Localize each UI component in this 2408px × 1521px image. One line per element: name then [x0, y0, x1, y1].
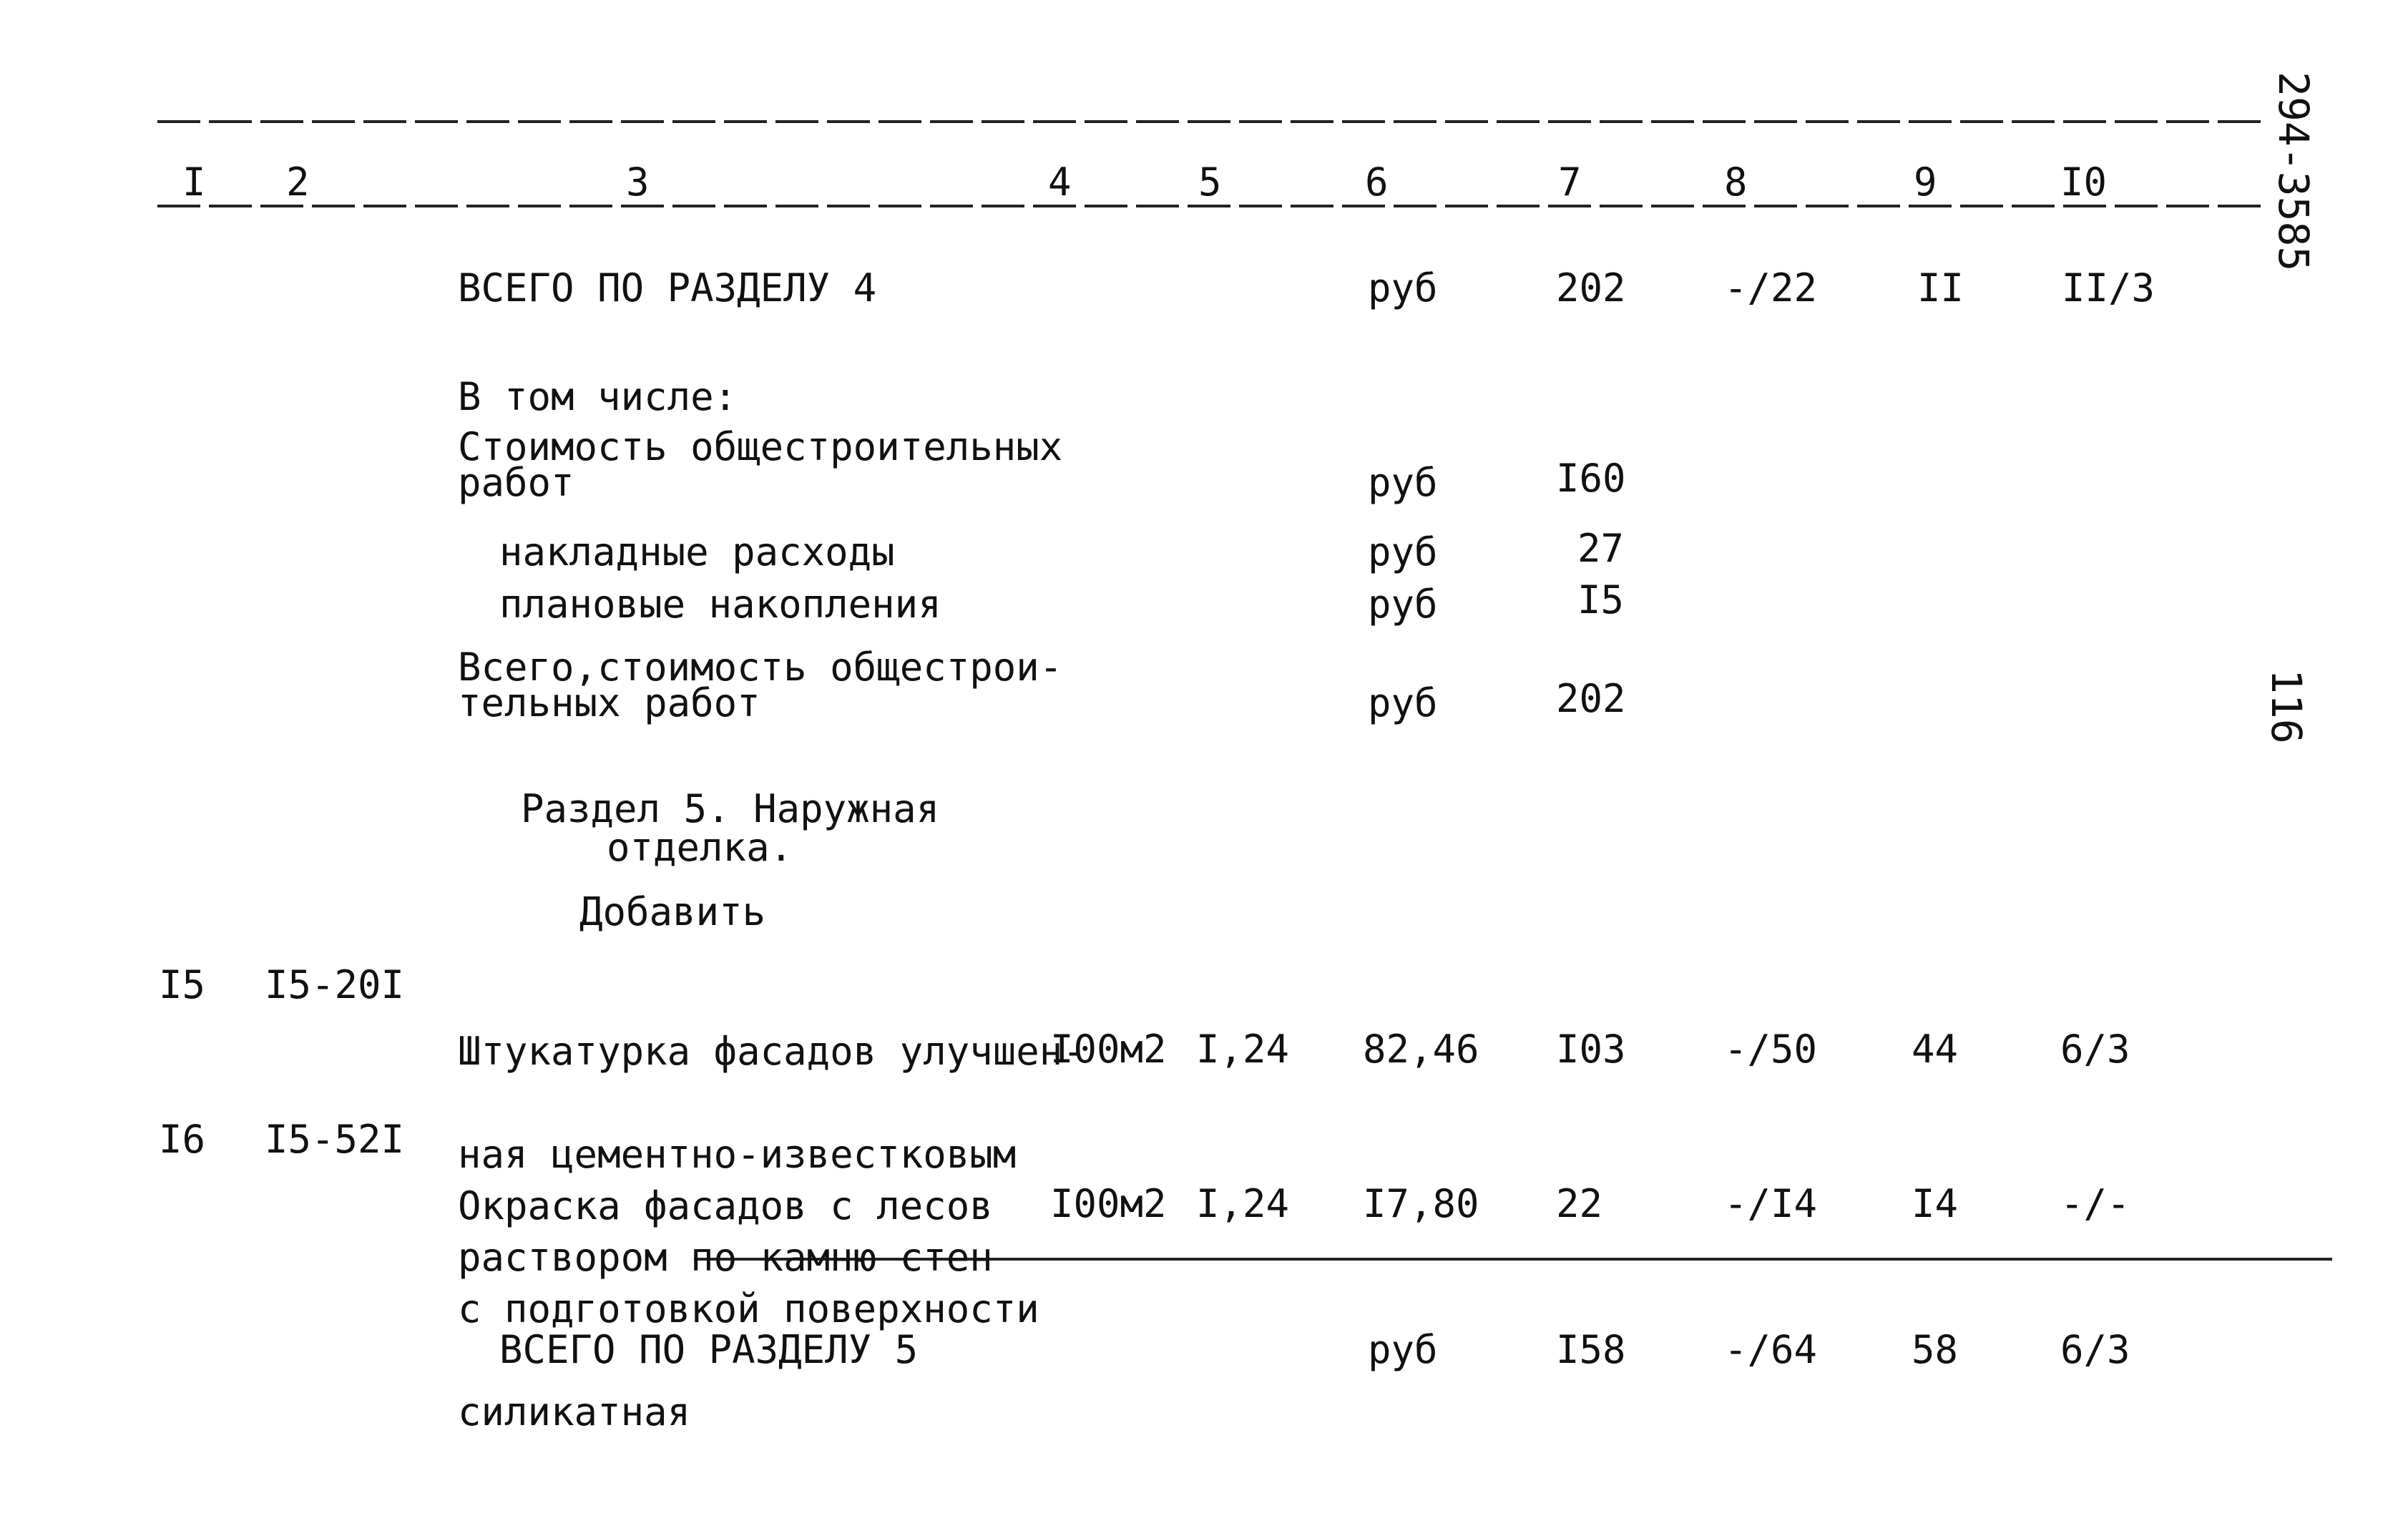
row-description-line2: с подготовкой поверхности: [458, 1286, 1039, 1331]
row-price: 82,46: [1363, 1027, 1479, 1072]
row-code: I5-52I: [265, 1117, 405, 1162]
row-cost: 22: [1556, 1181, 1603, 1226]
general-works-value: I60: [1556, 456, 1626, 501]
col-5-header: 5: [1198, 160, 1222, 205]
top-rule: [157, 120, 2261, 123]
row-cost: I03: [1556, 1027, 1626, 1072]
row-col10: 6/3: [2060, 1027, 2130, 1072]
total4-col8: -/22: [1724, 265, 1818, 310]
total-general-value: 202: [1556, 676, 1626, 721]
row-qty: I,24: [1196, 1027, 1290, 1072]
section5-title-line2: отделка.: [607, 825, 793, 870]
col-10-header: I0: [2060, 160, 2108, 205]
row-description-line1: Штукатурка фасадов улучшен-: [458, 1029, 1086, 1074]
planned-value: I5: [1577, 577, 1625, 622]
col-6-header: 6: [1365, 160, 1389, 205]
total5-col10: 6/3: [2060, 1327, 2130, 1372]
row-code: I5-20I: [265, 962, 405, 1007]
planned-label: плановые накопления: [499, 582, 941, 627]
row-unit: I00м2: [1050, 1027, 1167, 1072]
row-number: I6: [159, 1117, 206, 1162]
overhead-label: накладные расходы: [499, 529, 895, 574]
row-col8: -/50: [1724, 1027, 1818, 1072]
row-col8: -/I4: [1724, 1181, 1818, 1226]
col-8-header: 8: [1724, 160, 1748, 205]
row-col9: I4: [1912, 1181, 1959, 1226]
general-works-line2: работ: [458, 460, 574, 505]
total4-unit: руб: [1368, 265, 1438, 310]
general-works-unit: руб: [1368, 460, 1438, 505]
row-price: I7,80: [1363, 1181, 1479, 1226]
row-description-line1: Окраска фасадов с лесов: [458, 1183, 993, 1228]
col-3-header: 3: [626, 160, 650, 205]
row-description-line3: раствором по камню стен: [458, 1235, 993, 1280]
total4-label: ВСЕГО ПО РАЗДЕЛУ 4: [458, 265, 877, 310]
total5-label: ВСЕГО ПО РАЗДЕЛУ 5: [499, 1327, 919, 1372]
col-9-header: 9: [1914, 160, 1937, 205]
breakdown-intro: В том числе:: [458, 374, 738, 419]
row-number: I5: [159, 962, 206, 1007]
col-4-header: 4: [1048, 160, 1072, 205]
doc-code: 294-3585: [2269, 72, 2318, 272]
planned-unit: руб: [1368, 582, 1438, 627]
section5-title-line1: Раздел 5. Наружная: [521, 786, 940, 831]
row-description: [458, 1120, 1039, 1498]
total5-unit: руб: [1368, 1327, 1438, 1372]
row-qty: I,24: [1196, 1181, 1290, 1226]
overhead-value: 27: [1577, 526, 1625, 571]
overhead-unit: руб: [1368, 529, 1438, 574]
row-description-line2: ная цементно-известковым: [458, 1132, 1017, 1177]
total4-col10: II/3: [2062, 265, 2155, 310]
row-col9: 44: [1912, 1027, 1959, 1072]
header-rule: [157, 205, 2261, 207]
row-col10: -/-: [2060, 1181, 2130, 1226]
total4-col9: II: [1917, 265, 1964, 310]
total4-col7: 202: [1556, 265, 1626, 310]
general-works-line1: Стоимость общестроительных: [458, 424, 1063, 469]
total5-col7: I58: [1556, 1327, 1626, 1372]
row-description-line3: силикатная: [458, 1389, 691, 1434]
total5-col8: -/64: [1724, 1327, 1818, 1372]
total-general-line2: тельных работ: [458, 680, 760, 725]
total-general-line1: Всего,стоимость общестрои-: [458, 645, 1063, 690]
col-2-header: 2: [286, 160, 310, 205]
total-general-unit: руб: [1368, 680, 1438, 725]
page-number: 116: [2262, 669, 2311, 744]
col-1-header: I: [182, 160, 206, 205]
section5-add: Добавить: [579, 889, 766, 934]
col-7-header: 7: [1558, 160, 1582, 205]
total5-col9: 58: [1912, 1327, 1959, 1372]
row-unit: I00м2: [1050, 1181, 1167, 1226]
